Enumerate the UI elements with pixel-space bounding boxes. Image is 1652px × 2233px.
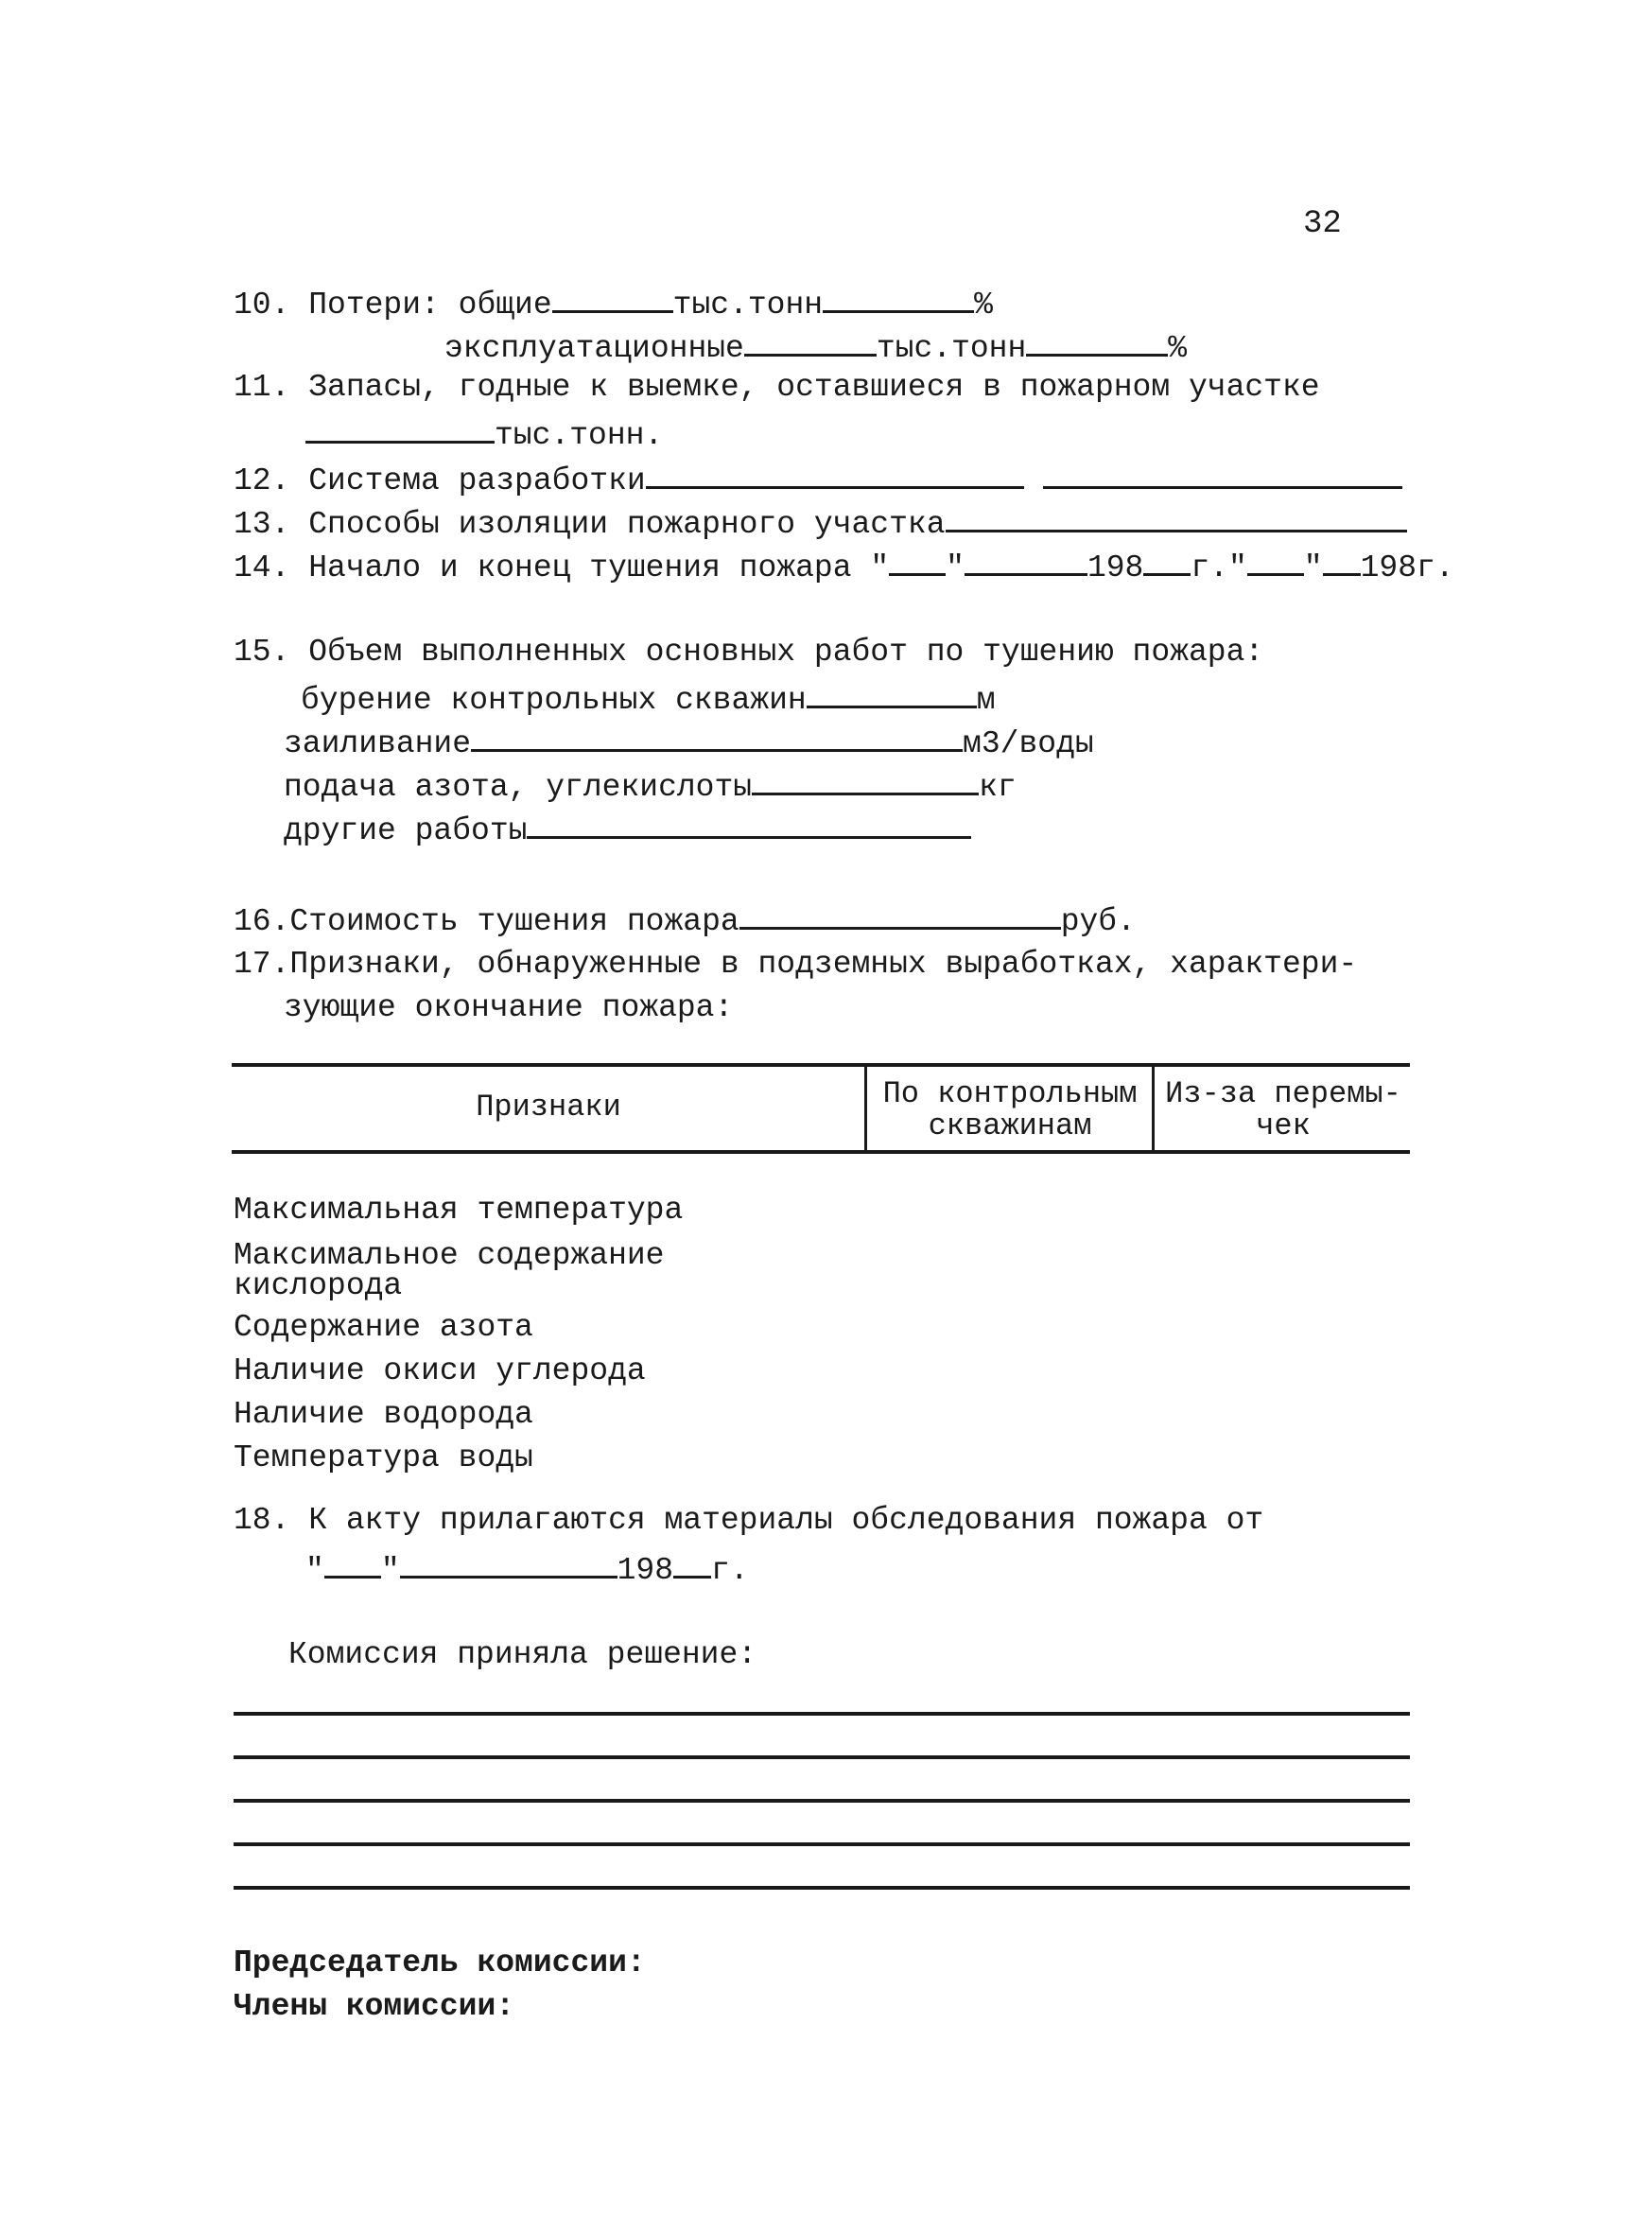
item15-line [234,634,1263,672]
item10-line2 [444,325,1187,368]
row-label: Наличие окиси углерода [234,1353,646,1388]
silting-blank[interactable] [471,721,963,752]
other-label: другие работы [284,813,528,848]
attach-year-blank[interactable] [673,1547,711,1579]
table-col-divider-2 [1152,1065,1155,1150]
item11-line1 [234,369,1320,407]
decision-line-1[interactable] [234,1712,1410,1716]
start-day-blank[interactable] [889,545,946,576]
operational-loss-pct-blank[interactable] [1026,325,1168,357]
drilling-label: бурение контрольных скважин [301,683,807,718]
item14-quote2-close: " [1303,550,1323,585]
drilling-line [301,677,996,720]
cost-blank[interactable] [739,898,1061,930]
item11-unit: тыс.тонн. [495,418,664,453]
table-row [234,1354,646,1388]
item15-label: 15. Объем выполненных основных работ по тушению пожара: [234,635,1264,670]
table-header-col1: Признаки [476,1090,621,1125]
decision-line-2[interactable] [234,1755,1410,1759]
item10-pct1: % [974,288,993,323]
table-header-col3-line1: Из-за перемы- [1165,1076,1401,1111]
item14-quote-open: " [870,550,890,585]
item13-line [234,501,1407,544]
item12-label: 12. Система разработки [234,463,646,498]
system-blank-2[interactable] [1043,458,1402,489]
drilling-blank[interactable] [807,677,977,708]
nitrogen-line [284,764,1017,807]
row-label: Содержание азота [234,1310,533,1345]
item14-g: г." [1191,550,1247,585]
other-blank[interactable] [527,808,971,839]
table-header-col3 [1156,1078,1411,1143]
item17-label1: 17.Признаки, обнаруженные в подземных выработках, характери- [234,947,1358,982]
isolation-blank[interactable] [946,501,1407,532]
decision-line-5[interactable] [234,1886,1410,1890]
item14-line [234,545,1454,587]
attach-day-blank[interactable] [324,1547,381,1579]
item17-label2: зующие окончание пожара: [284,990,734,1025]
operational-loss-blank[interactable] [744,325,877,357]
attach-month-blank[interactable] [400,1547,617,1579]
drilling-unit: м [976,683,996,718]
item10-label: 10. Потери: общие [234,288,552,323]
table-row [234,1398,533,1432]
total-loss-blank[interactable] [552,282,673,313]
end-day-blank[interactable] [1247,545,1304,576]
item17-line2 [284,989,733,1027]
table-row [234,1441,533,1475]
decision-label: Комиссия приняла решение: [288,1637,757,1672]
silting-unit: м3/воды [963,726,1094,761]
decision-line-4[interactable] [234,1842,1410,1846]
system-blank-1[interactable] [646,458,1024,489]
members-label: Члены комиссии: [234,1989,515,2024]
item10-unit2: тыс.тонн [876,331,1027,366]
item16-line [234,898,1136,941]
item14-year2: 198 [1360,550,1417,585]
item10-line1 [234,282,993,324]
table-top-rule [232,1063,1410,1067]
item14-year: 198 [1087,550,1144,585]
nitrogen-blank[interactable] [752,764,979,795]
row-label: Наличие водорода [234,1397,533,1432]
members-line [234,1988,514,2026]
item11-line2 [305,412,663,455]
row-label-cont: кислорода [234,1268,403,1303]
decision-label-line [288,1636,756,1674]
item18-year: 198 [617,1553,674,1588]
item11-label: 11. Запасы, годные к выемке, оставшиеся в пожарном участке [234,370,1320,405]
decision-line-3[interactable] [234,1799,1410,1803]
other-line [284,808,971,850]
table-header-col2-line2: скважинам [928,1108,1092,1143]
table-header-rule [232,1150,1410,1154]
chairman-line [234,1945,646,1982]
silting-label: заиливание [284,726,472,761]
item16-unit: руб. [1060,904,1136,939]
table-header-col2-line1: По контрольным [882,1076,1138,1111]
reserves-blank[interactable] [305,412,495,444]
row-label: Максимальное содержание [234,1238,665,1273]
item16-label: 16.Стоимость тушения пожара [234,904,739,939]
total-loss-pct-blank[interactable] [823,282,974,313]
item18-quote-open: " [305,1553,324,1588]
chairman-label: Председатель комиссии: [234,1945,646,1980]
item13-label: 13. Способы изоляции пожарного участка [234,507,946,542]
start-month-blank[interactable] [965,545,1087,576]
item18-quote-close: " [380,1553,400,1588]
item18-line2 [305,1547,749,1590]
silting-line [284,721,1094,763]
row-label: Температура воды [234,1440,533,1475]
item12-line [234,458,1402,500]
item10-pct2: % [1168,331,1188,366]
item14-label: 14. Начало и конец тушения пожара [234,550,852,585]
item18-label: 18. К акту прилагаются материалы обследования пожара от [234,1503,1264,1538]
item10-sub-label: эксплуатационные [444,331,744,366]
nitrogen-unit: кг [979,770,1017,805]
nitrogen-label: подача азота, углекислоты [284,770,753,805]
page-number: 32 [1303,206,1342,242]
table-header-col3-line2: чек [1256,1108,1311,1143]
item10-unit1: тыс.тонн [672,288,824,323]
start-year-blank[interactable] [1143,545,1191,576]
item18-line1 [234,1502,1263,1540]
item18-g: г. [711,1553,749,1588]
end-month-blank[interactable] [1323,545,1361,576]
item14-g2: г. [1417,550,1454,585]
row-label: Максимальная температура [234,1193,684,1228]
table-row [234,1311,533,1345]
table-row [234,1238,665,1303]
table-row [234,1194,683,1228]
item14-quote-close: " [946,550,965,585]
table-header-col2 [868,1078,1152,1143]
item17-line1 [234,946,1357,984]
